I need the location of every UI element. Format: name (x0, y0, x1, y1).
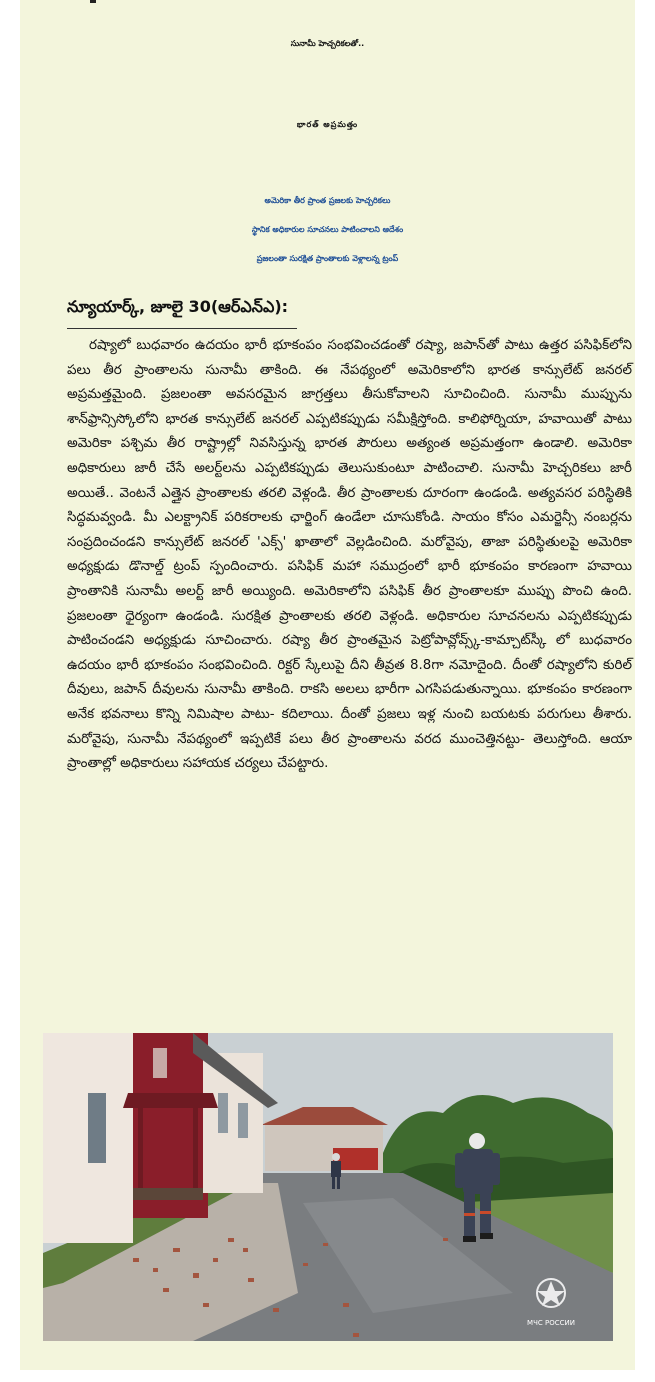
article-headline: భారత్ అప్రమత్తం (296, 120, 359, 129)
dateline-divider (67, 328, 297, 329)
photo-porch-roof (123, 1093, 218, 1108)
article-photo (43, 1033, 613, 1341)
photo-watermark-text: МЧС РОССИИ (527, 1319, 575, 1327)
subhead-line: స్థానిక అధికారుల సూచనలు పాటించాలని ఆదేశం (251, 225, 404, 234)
article-dateline: న్యూయార్క్, జూలై 30(ఆర్ఎన్ఎ): (67, 297, 289, 316)
subhead-line: అమెరికా తీర ప్రాంత ప్రజలకు హెచ్చరికలు (264, 196, 391, 205)
photo-window (88, 1093, 106, 1163)
page-edge-mark (90, 0, 96, 3)
newspaper-clipping (20, 0, 635, 1370)
photo-porch-post (193, 1108, 198, 1193)
article-body: రష్యాలో బుధవారం ఉదయం భారీ భూకంపం సంభవించడంతో రష్యా, జపాన్‌తో పాటు ఉత్తర పసిఫిక్‌లోని పలు తీర ప్రాంతాలను సునామీ తాకింది. ఈ నేపథ్యంలో అమెరికాలోని భారత కాన్సులేట్ జనరల్ అప్రమత్తమైంది. ప్రజలంతా అవసరమైన జాగ్రత్తలు తీసుకోవాలని సూచించింది. సునామీ ముప్పును శాన్‌ఫ్రాన్సిస్కోలోని భారత కాన్సులేట్ జనరల్ ఎప్పటికప్పుడు సమీక్షిస్తోంది. కాలిఫోర్నియా, హవాయితో పాటు అమెరికా పశ్చిమ తీర రాష్ట్రాల్లో నివసిస్తున్న భారత పౌరులు అత్యంత అప్రమత్తంగా ఉండాలి. అమెరికా అధికారులు జారీ చేసే అలర్ట్‌లను ఎప్పటికప్పుడు తెలుసుకుంటూ పాటించాలి. సునామీ హెచ్చరికలు జారీ అయితే.. వెంటనే ఎత్తైన ప్రాంతాలకు తరలి వెళ్లండి. తీర ప్రాంతాలకు దూరంగా ఉండండి. అత్యవసర పరిస్థితికి సిద్ధమవ్వండి. మీ ఎలక్ట్రానిక్ పరికరాలకు ఛార్జింగ్ ఉండేలా చూసుకోండి. సాయం కోసం ఎమర్జెన్సీ నంబర్లను సంప్రదించండని కాన్సులేట్ జనరల్ 'ఎక్స్' ఖాతాలో వెల్లడించింది. మరోవైపు, తాజా పరిస్థితులపై అమెరికా అధ్యక్షుడు డొనాల్డ్ ట్రంప్ స్పందించారు. పసిఫిక్ మహా సముద్రంలో భారీ భూకంపం కారణంగా హవాయి ప్రాంతానికి సునామీ అలర్ట్ జారీ అయ్యింది. అమెరికాలోని పసిఫిక్ తీర ప్రాంతాలకూ ముప్పు పొంచి ఉంది. ప్రజలంతా ధైర్యంగా ఉండండి. సురక్షిత ప్రాంతాలకు తరలి వెళ్లండి. అధికారుల సూచనలను ఎప్పటికప్పుడు పాటించండని అధ్యక్షుడు సూచించారు. రష్యా తీర ప్రాంతమైన పెట్రోపావ్లోవ్స్క్-కామ్చాట్‌స్కీ లో బుధవారం ఉదయం భారీ భూకంపం సంభవించింది. రిక్టర్ స్కేలుపై దీని తీవ్రత 8.8గా నమోదైంది. దీంతో రష్యాలోని కురిల్ దీవులు, జపాన్ దీవులను సునామీ తాకింది. రాకసి అలలు భారీగా ఎగసిపడుతున్నాయి. భూకంపం కారణంగా అనేక భవనాలు కొన్ని నిమిషాల పాటు- కదిలాయి. దీంతో ప్రజలు ఇళ్ల నుంచి బయటకు పరుగులు తీశారు. మరోవైపు, సునామీ నేపథ్యంలో ఇప్పటికే పలు తీర ప్రాంతాలను వరద ముంచెత్తినట్టు- తెలుస్తోంది. ఆయా ప్రాంతాల్లో అధికారులు సహాయక చర్యలు చేపట్టారు. (67, 338, 632, 772)
photo-window (238, 1103, 248, 1138)
photo-window (153, 1048, 167, 1078)
photo-illustration (43, 1033, 613, 1341)
article-kicker: సునామీ హెచ్చరికలతో.. (290, 39, 365, 48)
photo-porch-post (138, 1108, 143, 1198)
photo-window (218, 1093, 228, 1133)
subhead-line: ప్రజలంతా సురక్షిత ప్రాంతాలకు వెళ్లాలన్న ట్రంప్ (256, 254, 399, 263)
article-subheads (20, 186, 635, 273)
photo-porch-base (133, 1188, 203, 1200)
